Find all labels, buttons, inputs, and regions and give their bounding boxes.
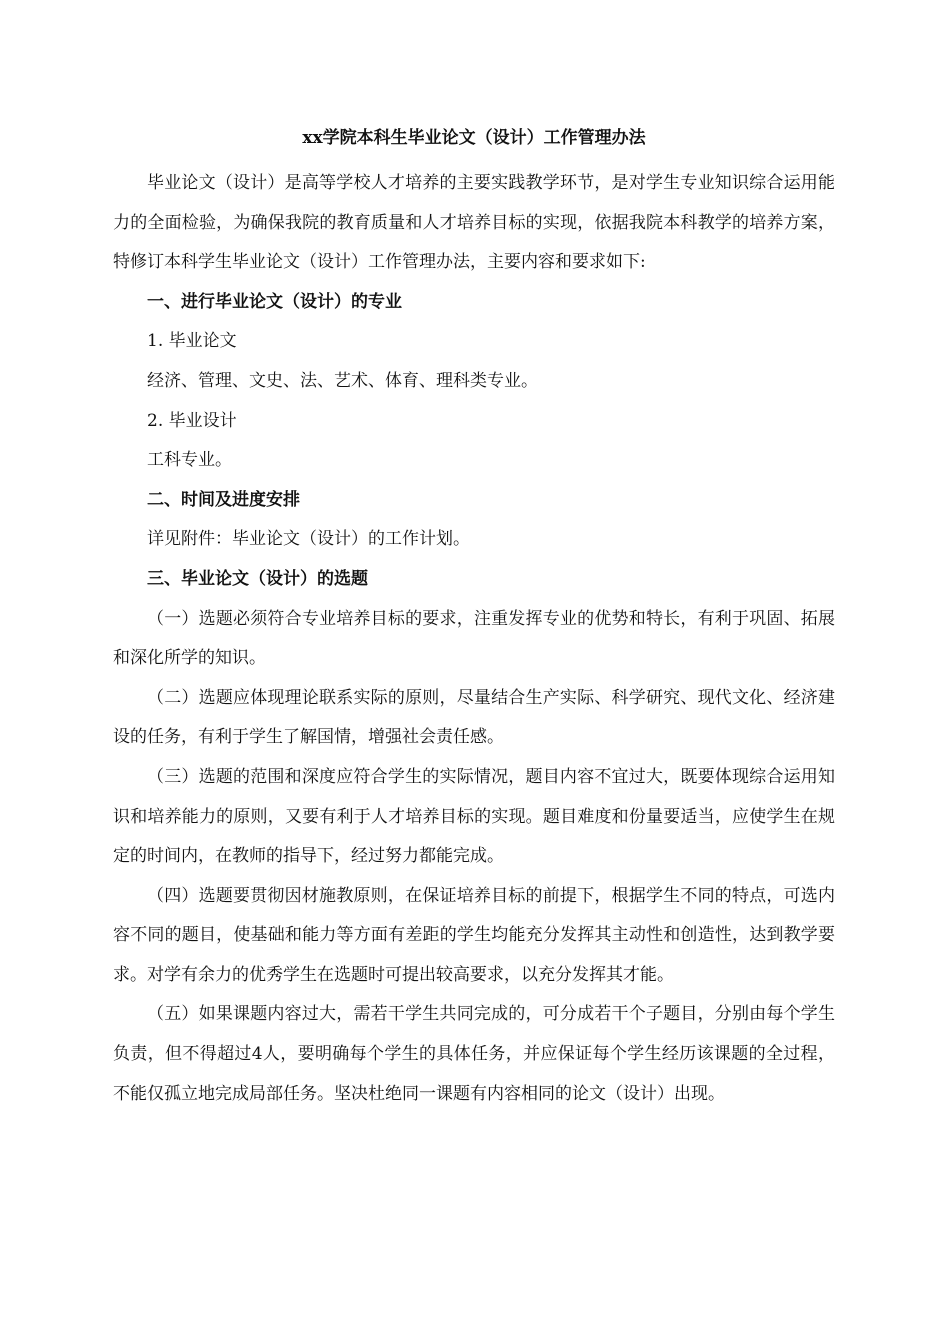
paragraph: （五）如果课题内容过大，需若干学生共同完成的，可分成若干个子题目，分别由每个学生负责，但不得超过4人，要明确每个学生的具体任务，并应保证每个学生经历该课题的全过程，不能仅孤立地完成局部任务。坚决杜绝同一课题有内容相同的论文（设计）出现。 [113,1004,835,1104]
paragraph: 1. 毕业论文 [147,331,237,352]
section-heading: 三、毕业论文（设计）的选题 [147,568,368,589]
paragraph: 毕业论文（设计）是高等学校人才培养的主要实践教学环节，是对学生专业知识综合运用能力的全面检验，为确保我院的教育质量和人才培养目标的实现，依据我院本科教学的培养方案，特修订本科学生毕业论文（设计）工作管理办法，主要内容和要求如下: [113,173,835,273]
section-heading: 一、进行毕业论文（设计）的专业 [147,291,402,312]
paragraph: （四）选题要贯彻因材施教原则，在保证培养目标的前提下，根据学生不同的特点，可选内容不同的题目，使基础和能力等方面有差距的学生均能充分发挥其主动性和创造性，达到教学要求。对学有余力的优秀学生在选题时可提出较高要求，以充分发挥其才能。 [113,885,835,985]
paragraph: （一）选题必须符合专业培养目标的要求，注重发挥专业的优势和特长，有利于巩固、拓展和深化所学的知识。 [113,608,835,669]
paragraph: （二）选题应体现理论联系实际的原则，尽量结合生产实际、科学研究、现代文化、经济建设的任务，有利于学生了解国情，增强社会责任感。 [113,687,835,748]
document-body [113,164,835,1114]
paragraph: 详见附件：毕业论文（设计）的工作计划。 [147,529,470,550]
paragraph: （三）选题的范围和深度应符合学生的实际情况，题目内容不宜过大，既要体现综合运用知识和培养能力的原则，又要有利于人才培养目标的实现。题目难度和份量要适当，应使学生在规定的时间内，在教师的指导下，经过努力都能完成。 [113,766,835,867]
paragraph: 经济、管理、文史、法、艺术、体育、理科类专业。 [147,370,538,391]
section-heading: 二、时间及进度安排 [147,489,300,510]
paragraph: 工科专业。 [147,450,232,471]
document-title: xx学院本科生毕业论文（设计）工作管理办法 [302,128,646,148]
paragraph: 2. 毕业设计 [147,410,237,431]
